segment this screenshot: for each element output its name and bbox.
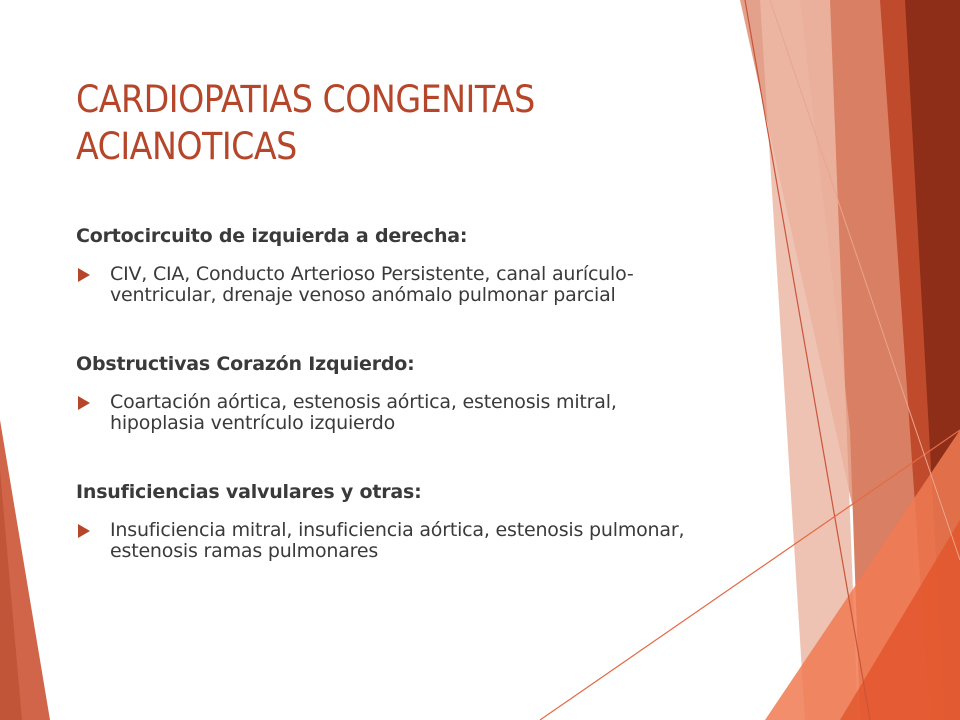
section-obstructive	[76, 352, 716, 434]
slide-content	[76, 224, 716, 562]
bullet-text: Insuficiencia mitral, insuficiencia aórtica, estenosis pulmonar, estenosis ramas pulmonares	[110, 519, 685, 562]
bullet-text: CIV, CIA, Conducto Arterioso Persistente, canal aurículo-ventricular, drenaje venoso anómalo pulmonar parcial	[110, 263, 634, 306]
bullet-item	[76, 520, 716, 562]
bullet-item	[76, 392, 716, 434]
section-heading: Cortocircuito de izquierda a derecha:	[76, 225, 468, 247]
bullet-text: Coartación aórtica, estenosis aórtica, estenosis mitral, hipoplasia ventrículo izquierdo	[110, 391, 617, 434]
slide-title-text: CARDIOPATIAS CONGENITAS ACIANOTICAS	[76, 78, 535, 168]
bullet-item	[76, 264, 716, 306]
triangle-bullet-icon	[78, 524, 90, 538]
section-heading: Insuficiencias valvulares y otras:	[76, 481, 422, 503]
triangle-bullet-icon	[78, 268, 90, 282]
section-heading: Obstructivas Corazón Izquierdo:	[76, 353, 415, 375]
section-valvular	[76, 480, 716, 562]
triangle-bullet-icon	[78, 396, 90, 410]
section-shunt	[76, 224, 716, 306]
slide-title	[76, 76, 696, 170]
